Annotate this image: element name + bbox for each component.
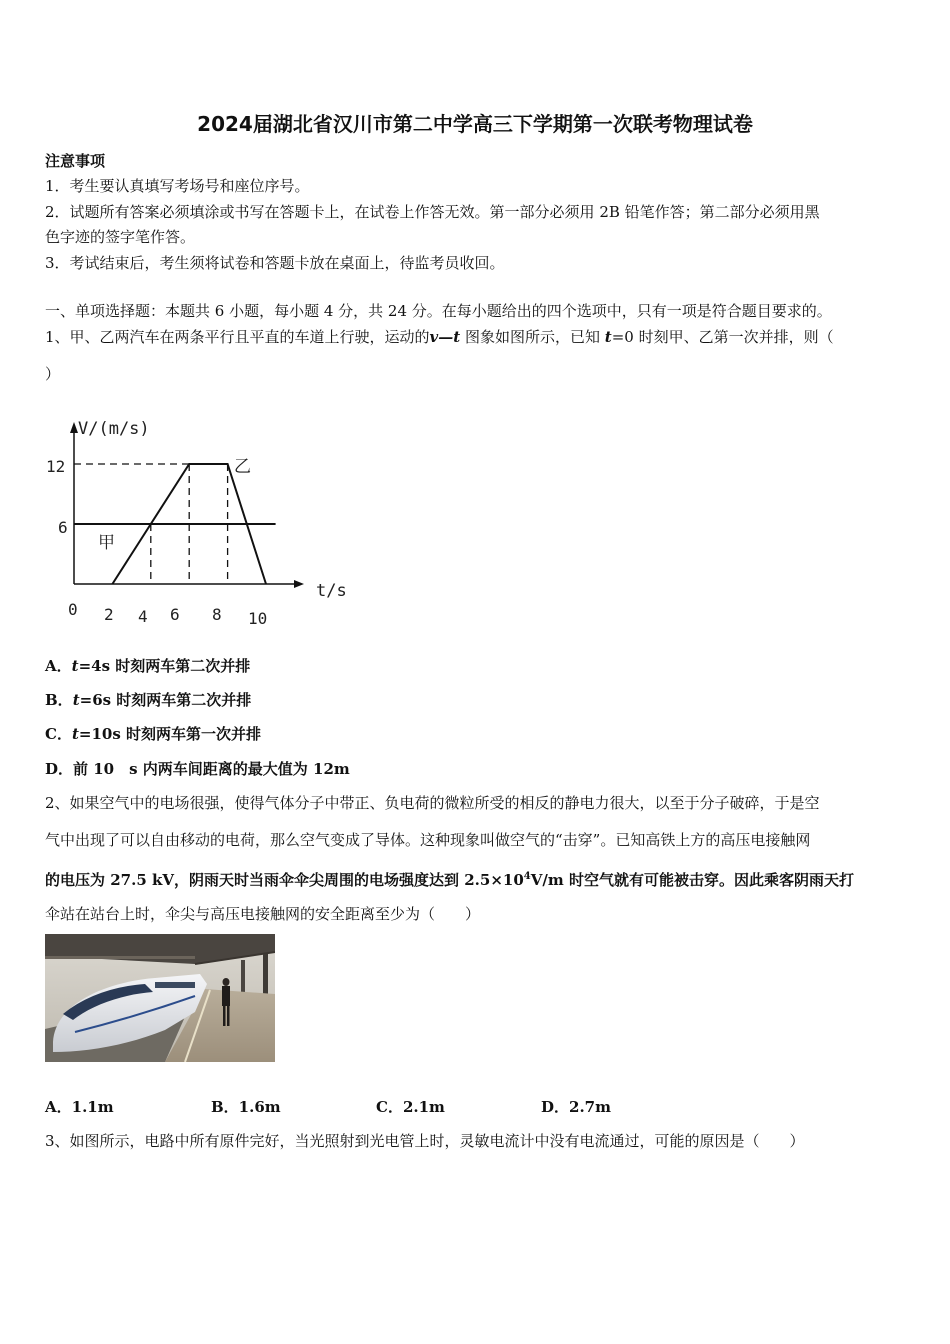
question-1-stem-end: ） [45, 365, 61, 383]
vt-graph [40, 408, 360, 633]
x-tick-label: 0 [68, 600, 78, 619]
notice-item: 色字迹的签字笔作答。 [45, 228, 196, 246]
option-d[interactable]: D．2.7m [541, 1098, 611, 1116]
notice-heading: 注意事项 [45, 152, 106, 170]
section-heading: 一、单项选择题：本题共 6 小题，每小题 4 分，共 24 分。在每小题给出的四个选项中，只有一项是符合题目要求的。 [45, 302, 832, 320]
notice-item: 2．试题所有答案必须填涂或书写在答题卡上，在试卷上作答无效。第一部分必须用 2B 铅笔作答；第二部分必须用黑 [45, 203, 820, 221]
stem-text: 图象如图所示，已知 [460, 328, 605, 346]
option-letter: A． [45, 657, 72, 675]
option-text: 前 10 s 内两车间距离的最大值为 12m [73, 760, 350, 778]
y-tick-label: 12 [46, 457, 66, 476]
question-3-stem: 3、如图所示，电路中所有原件完好，当光照射到光电管上时，灵敏电流计中没有电流通过，可能的原因是（ ） [45, 1132, 805, 1150]
option-var: t [71, 657, 79, 675]
notice-item: 1．考生要认真填写考场号和座位序号。 [45, 177, 310, 195]
option-d[interactable] [45, 759, 350, 779]
y-axis-arrow [70, 422, 78, 433]
option-text: =4s 时刻两车第二次并排 [78, 657, 251, 675]
option-letter: B． [45, 691, 73, 709]
option-c[interactable] [45, 724, 261, 744]
option-b[interactable] [45, 690, 251, 710]
stem-text: =0 时刻甲、乙第一次并排，则（ [611, 328, 834, 346]
stem-var: t [604, 328, 612, 346]
option-a[interactable]: A．1.1m [45, 1098, 114, 1116]
option-text: =10s 时刻两车第一次并排 [78, 725, 262, 743]
stem-text: 1、甲、乙两汽车在两条平行且平直的车道上行驶，运动的 [45, 328, 430, 346]
stem-text: 的电压为 27.5 kV，阴雨天时当雨伞伞尖周围的电场强度达到 2.5×10 [45, 871, 524, 889]
question-2-line: 伞站在站台上时，伞尖与高压电接触网的安全距离至少为（ ） [45, 905, 481, 923]
notice-item: 3．考试结束后，考生须将试卷和答题卡放在桌面上，待监考员收回。 [45, 254, 505, 272]
x-tick-label: 6 [170, 605, 180, 624]
series-label-yi: 乙 [234, 457, 251, 477]
option-c[interactable]: C．2.1m [376, 1098, 445, 1116]
option-var: t [72, 691, 80, 709]
stem-var: v—t [429, 328, 461, 346]
x-tick-label: 8 [212, 605, 222, 624]
series-label-jia: 甲 [98, 533, 115, 553]
stem-text: V/m 时空气就有可能被击穿。因此乘客阴雨天打 [530, 871, 854, 889]
y-tick-label: 6 [58, 518, 68, 537]
question-2-line [45, 867, 854, 890]
option-var: t [71, 725, 79, 743]
exponent: 4 [523, 871, 531, 882]
option-a[interactable] [45, 656, 250, 676]
train-photo [45, 934, 275, 1062]
option-letter: C． [45, 725, 72, 743]
option-letter: D． [45, 760, 74, 778]
x-axis-label: t/s [316, 581, 347, 601]
x-axis-arrow [294, 580, 304, 588]
question-2-line: 2、如果空气中的电场很强，使得气体分子中带正、负电荷的微粒所受的相反的静电力很大，以至于分子破碎，于是空 [45, 794, 820, 812]
page-title: 2024届湖北省汉川市第二中学高三下学期第一次联考物理试卷 [197, 112, 753, 136]
option-text: =6s 时刻两车第二次并排 [79, 691, 252, 709]
question-1-stem [45, 327, 834, 347]
x-tick-label: 4 [138, 607, 148, 626]
question-2-line: 气中出现了可以自由移动的电荷，那么空气变成了导体。这种现象叫做空气的“击穿”。已知高铁上方的高压电接触网 [45, 831, 811, 849]
x-tick-label: 2 [104, 605, 114, 624]
option-b[interactable]: B．1.6m [211, 1098, 281, 1116]
x-tick-label: 10 [248, 609, 268, 628]
y-axis-label: V/(m/s) [78, 419, 150, 439]
